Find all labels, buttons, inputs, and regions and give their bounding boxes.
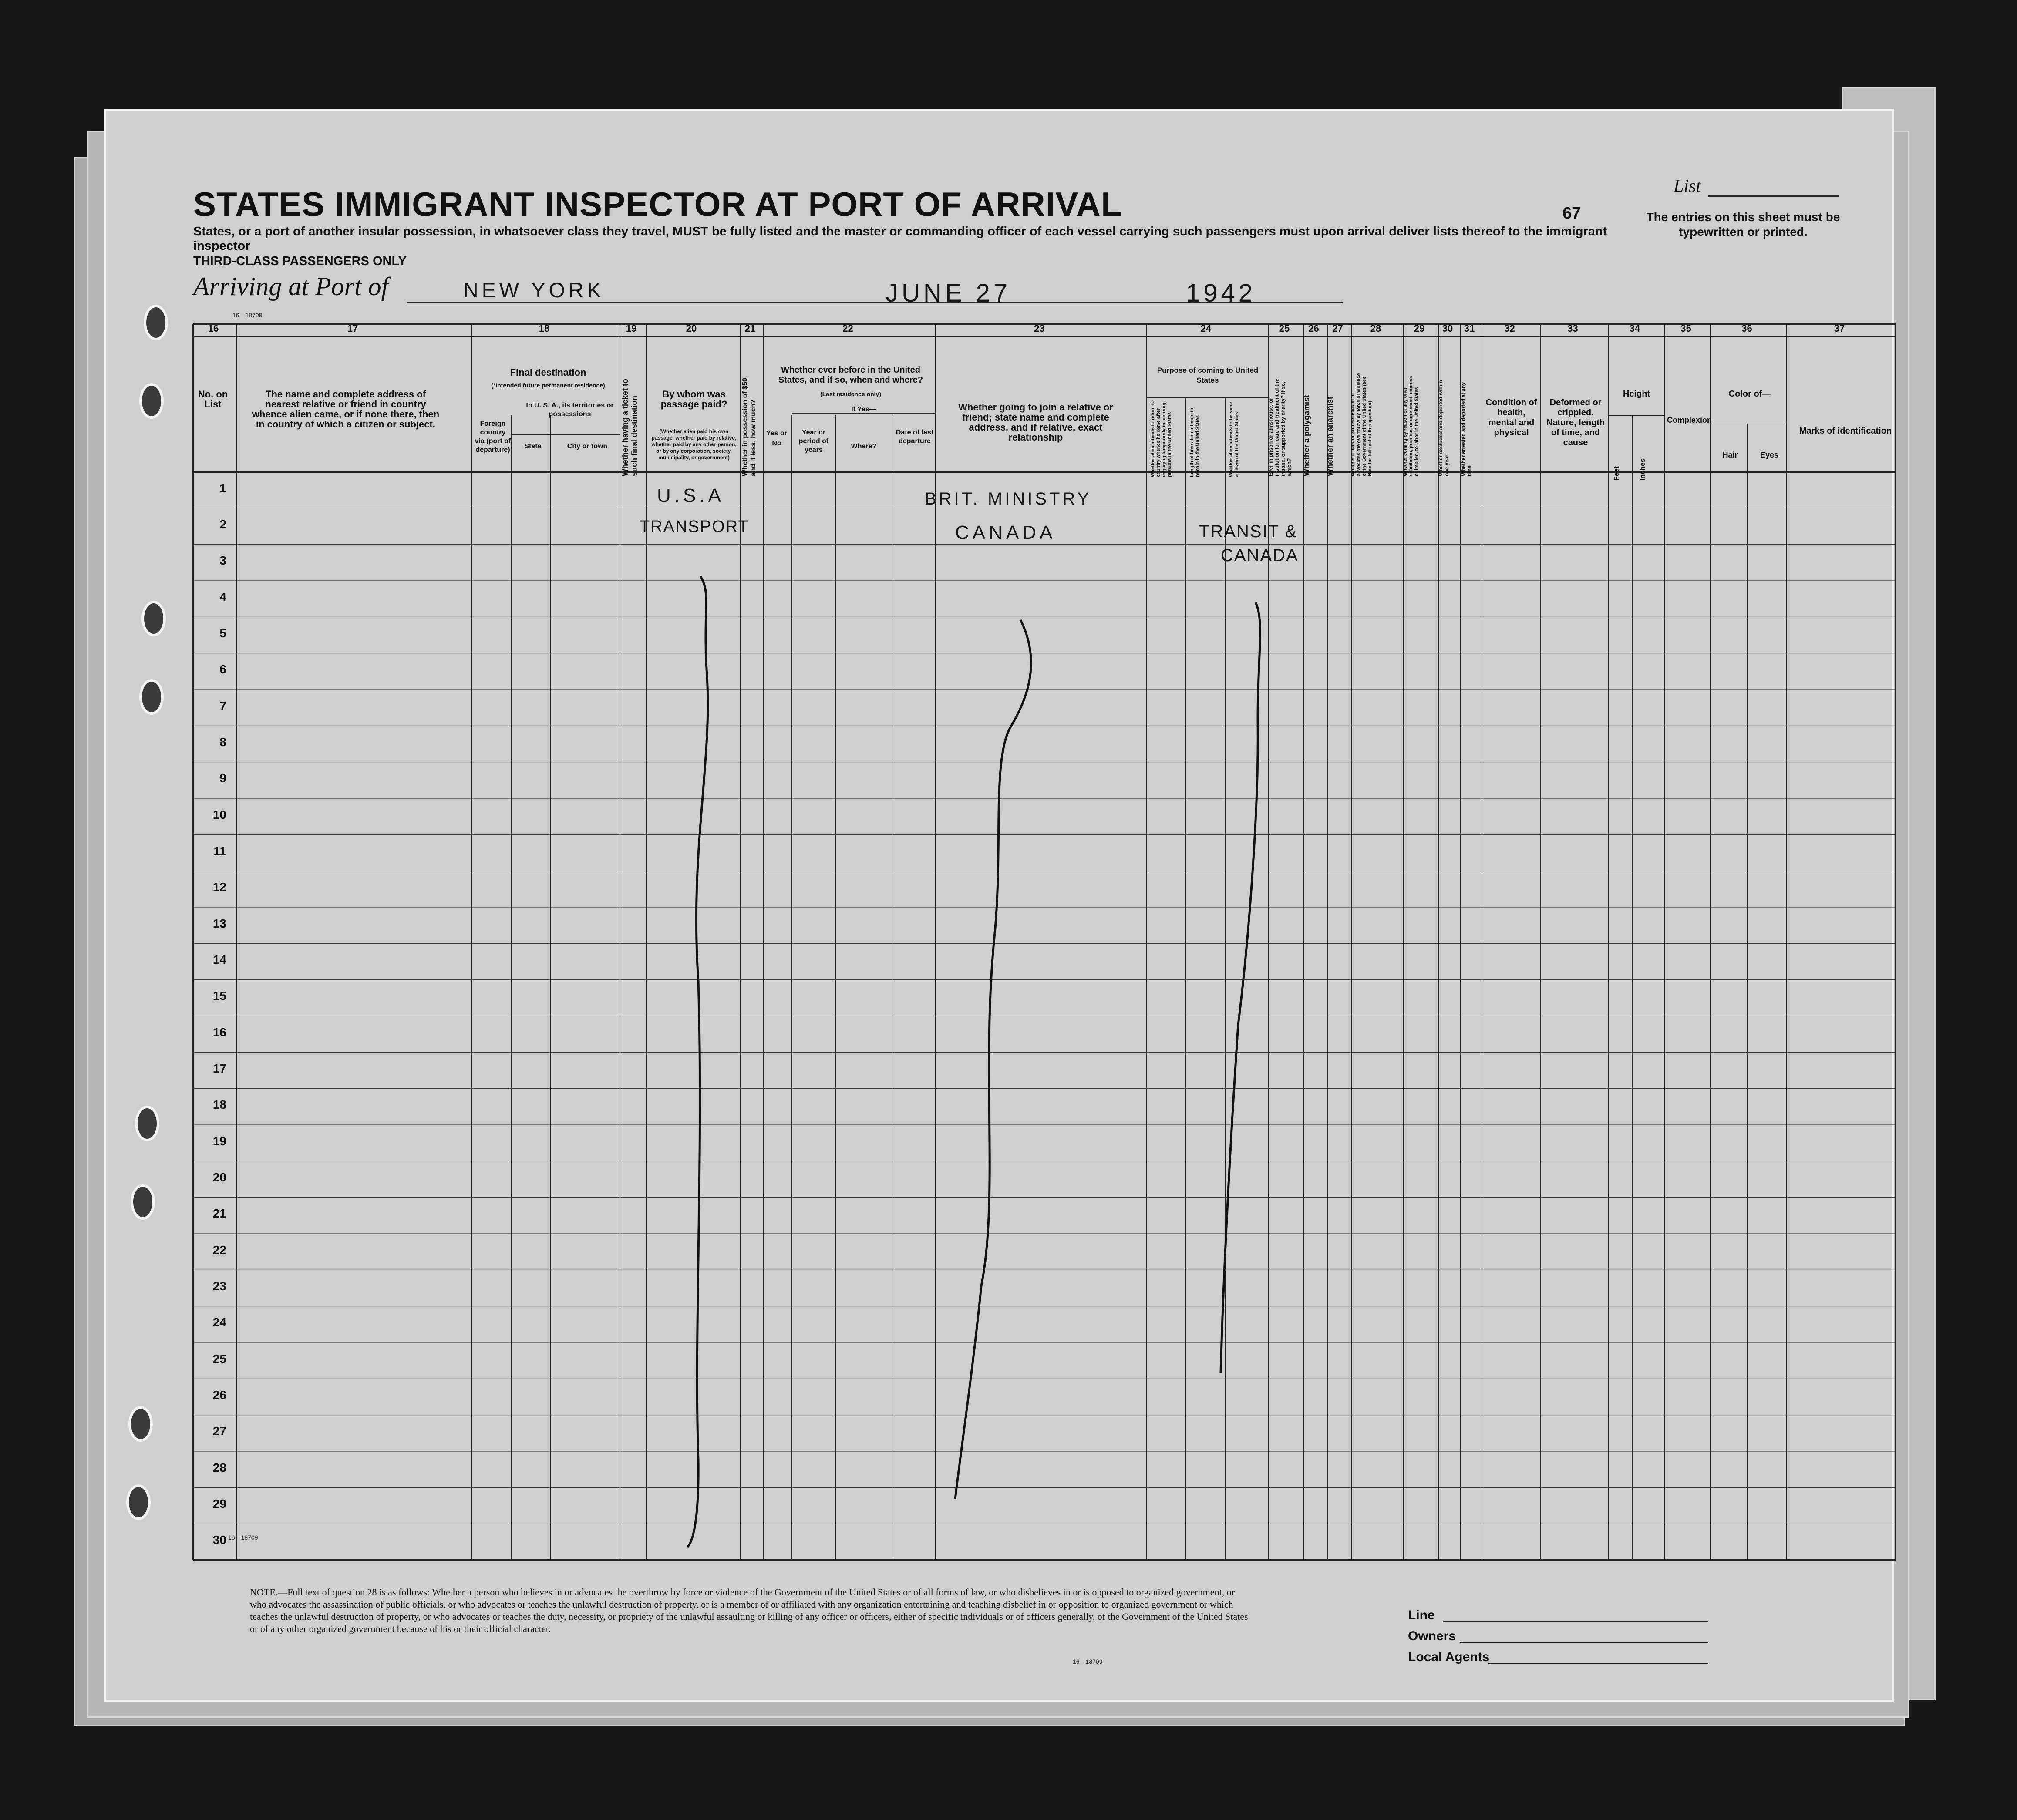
col34-feet: Feet — [1613, 466, 1620, 481]
column-number: 24 — [1200, 323, 1212, 334]
row-number: 5 — [219, 626, 226, 640]
binder-hole — [139, 383, 164, 419]
row-number: 6 — [219, 663, 226, 676]
col20-header: By whom was passage paid? — [660, 389, 727, 410]
col34-inches: Inches — [1639, 458, 1647, 481]
row-number: 20 — [212, 1171, 226, 1184]
row-number: 3 — [219, 554, 226, 568]
col22-where: Where? — [851, 443, 877, 450]
port-label: Arriving at Port of — [193, 272, 389, 301]
col22-yesno: Yes or No — [766, 430, 788, 447]
row-number: 1 — [219, 481, 226, 495]
row-number: 12 — [212, 880, 226, 894]
column-number: 19 — [626, 323, 637, 334]
col27-header: Whether an anarchist — [1326, 396, 1334, 476]
column-number: 21 — [744, 323, 756, 334]
footer-owners-field — [1460, 1642, 1708, 1643]
row-number: 2 — [219, 518, 226, 531]
form-code-grid: 16—18709 — [228, 1534, 258, 1541]
column-number: 30 — [1442, 323, 1453, 334]
binder-hole — [128, 1406, 153, 1442]
row-number: 18 — [212, 1098, 226, 1112]
row-number: 27 — [212, 1424, 226, 1438]
column-number: 32 — [1504, 323, 1515, 334]
col23-header: Whether going to join a relative or friend; state name and complete address, and if relative, exact relationship — [958, 402, 1113, 443]
col18-foreign: Foreign country via (port of departure) — [475, 420, 511, 454]
form-subtitle: States, or a port of another insular possession, in whatsoever class they travel, MUST be fully listed and the master or commanding officer of each vessel carrying such passengers must upon arrival deliver lists thereof to the immigrant inspector — [193, 225, 1607, 253]
col36-header: Color of— — [1728, 389, 1771, 399]
column-number: 34 — [1629, 323, 1640, 334]
form-code-top: 16—18709 — [232, 312, 263, 319]
typewritten-note: The entries on this sheet must be typewritten or printed. — [1646, 210, 1840, 239]
col22-year: Year or period of years — [798, 429, 829, 454]
col37-header: Marks of identification — [1799, 426, 1892, 436]
row-number: 19 — [212, 1134, 226, 1148]
row-number: 17 — [212, 1062, 226, 1075]
footer-note: NOTE.—Full text of question 28 is as follows: Whether a person who believes in or advocates the overthrow by force or violence of the Government of the United States or of all forms of law, or who disbelieves in or is opposed to organized government, or who advocates the assassination of public officials, or who advocates or teaches the unlawful destruction of property, or is a member of or affiliated with any organization entertaining and teaching disbelief in or opposition to organized government or which teaches the unlawful destruction of property, or who advocates or teaches the duty, necessity, or propriety of the unlawful assaulting or killing of any officer or officers, either of specific individuals or of officers generally, of the Government of the United States or of any other organized government because of his or their official character. — [250, 1587, 1248, 1634]
list-number: 67 — [1562, 204, 1581, 222]
column-number: 35 — [1680, 323, 1691, 334]
col25-header: Ever in prison or almshouse, or institution for care and treatment of the insane, or supported by charity? If so, which? — [1268, 378, 1292, 476]
footer-agents-field — [1488, 1663, 1708, 1664]
col35-header: Complexion — [1667, 416, 1712, 424]
row-number: 8 — [219, 735, 226, 749]
col18-header: Final destination — [510, 367, 586, 378]
col22-subheader: (Last residence only) — [820, 390, 882, 397]
column-number: 26 — [1308, 323, 1319, 334]
col18-city: City or town — [567, 443, 608, 450]
col22-header: Whether ever before in the United States, and if so, when and where? — [778, 365, 923, 385]
col36-eyes: Eyes — [1760, 451, 1779, 459]
binder-hole — [126, 1484, 151, 1520]
col34-header: Height — [1623, 389, 1650, 399]
row-number: 28 — [212, 1460, 226, 1474]
row-number: 16 — [212, 1025, 226, 1039]
col24-a: Whether alien intends to return to country whence he came after engaging temporarily in laboring pursuits in the United States — [1150, 400, 1172, 477]
col22-date: Date of last departure — [896, 429, 934, 445]
row-number: 25 — [212, 1352, 226, 1366]
year-value: 1942 — [1186, 279, 1256, 307]
hand-c20-line1: U.S.A — [657, 485, 724, 506]
date-value: JUNE 27 — [886, 279, 1011, 307]
row-number: 13 — [212, 916, 226, 930]
footer-agents-label: Local Agents — [1408, 1650, 1490, 1664]
manifest-sheet — [104, 109, 1894, 1702]
ditto-line-c20 — [687, 576, 708, 1547]
hand-c24-line1: TRANSIT & — [1199, 522, 1298, 541]
binder-hole — [144, 305, 168, 340]
row-number: 22 — [212, 1243, 226, 1257]
col24-c: Whether alien intends to become a citizen of the United States — [1229, 402, 1239, 477]
list-label: List — [1674, 176, 1701, 196]
col24-b: Length of time alien intends to remain in the United States — [1189, 407, 1200, 477]
col24-header: Purpose of coming to United States — [1157, 366, 1259, 384]
row-number: 24 — [212, 1315, 226, 1329]
row-number: 15 — [212, 989, 226, 1003]
col20-note: (Whether alien paid his own passage, whether paid by relative, whether paid by any other person, or by any corporation, society, municipality, or government) — [651, 428, 737, 461]
row-number: 29 — [212, 1497, 226, 1510]
column-number: 33 — [1567, 323, 1578, 334]
row-number: 23 — [212, 1279, 226, 1293]
col31-header: Whether arrested and deported at any time — [1460, 382, 1472, 476]
col36-hair: Hair — [1722, 451, 1738, 459]
row-number: 10 — [212, 807, 226, 821]
column-number: 16 — [208, 323, 219, 334]
footer-line-field — [1443, 1621, 1708, 1622]
port-value: NEW YORK — [463, 279, 605, 302]
hand-c23-line2: CANADA — [955, 522, 1056, 543]
col21-header: Whether in possession of $50, and if less, how much? — [741, 376, 757, 476]
col18-usa: In U. S. A., its territories or possessions — [526, 402, 614, 418]
column-number: 27 — [1332, 323, 1343, 334]
row-number: 9 — [219, 771, 226, 785]
column-number: 36 — [1741, 323, 1752, 334]
binder-hole — [139, 679, 164, 715]
column-number: 28 — [1370, 323, 1381, 334]
column-number: 23 — [1034, 323, 1045, 334]
row-number: 11 — [213, 844, 226, 858]
col16-header: No. on List — [198, 389, 228, 410]
row-number: 4 — [219, 590, 226, 604]
column-number: 22 — [842, 323, 853, 334]
column-number: 37 — [1834, 323, 1845, 334]
class-line: THIRD-CLASS PASSENGERS ONLY — [193, 254, 407, 268]
col22-ifyes: If Yes— — [851, 406, 876, 413]
ditto-line-c24 — [1221, 602, 1260, 1373]
hand-c24-line2: CANADA — [1221, 546, 1299, 565]
col32-header: Condition of health, mental and physical — [1485, 398, 1537, 437]
column-number: 29 — [1414, 323, 1425, 334]
col33-header: Deformed or crippled. Nature, length of time, and cause — [1546, 398, 1605, 447]
column-number: 25 — [1279, 323, 1290, 334]
row-number: 7 — [219, 699, 226, 713]
column-number: 20 — [686, 323, 697, 334]
row-number: 14 — [212, 953, 226, 966]
binder-hole — [141, 601, 166, 636]
row-number: 21 — [212, 1207, 226, 1221]
column-number: 18 — [539, 323, 550, 334]
col19-header: Whether having a ticket to such final destination — [621, 378, 639, 476]
hand-c20-line2: TRANSPORT — [640, 518, 749, 536]
row-number: 30 — [212, 1533, 226, 1547]
col30-header: Whether excluded and deported within one year — [1438, 380, 1450, 476]
col18-state: State — [524, 443, 542, 450]
form-code-bottom: 16—18709 — [1073, 1658, 1103, 1665]
col17-header: The name and complete address of nearest relative or friend in country whence alien came, or if none there, then in country of which a citizen or subject. — [252, 389, 440, 430]
col26-header: Whether a polygamist — [1302, 394, 1311, 476]
col28-header: Whether a person who believes in or advocates the overthrow by force or violence of the Government of the United States (see Note for full text of this question) — [1350, 373, 1373, 476]
column-number: 31 — [1464, 323, 1475, 334]
footer-owners-label: Owners — [1408, 1629, 1456, 1643]
hand-c23-line1: BRIT. MINISTRY — [925, 489, 1092, 508]
column-number: 17 — [347, 323, 358, 334]
row-number: 26 — [212, 1388, 226, 1402]
form-title: STATES IMMIGRANT INSPECTOR AT PORT OF ARRIVAL — [193, 185, 1122, 223]
col18-subheader: (*Intended future permanent residence) — [491, 382, 605, 389]
footer-line-label: Line — [1408, 1608, 1435, 1622]
col29-header: Whether coming by reason of any offer, solicitation, promise, or agreement, express or implied, to labor in the United States — [1403, 376, 1419, 476]
binder-hole — [131, 1184, 155, 1220]
ditto-marks — [106, 111, 1896, 1704]
binder-hole — [135, 1106, 159, 1141]
ditto-line-c23 — [955, 620, 1031, 1499]
